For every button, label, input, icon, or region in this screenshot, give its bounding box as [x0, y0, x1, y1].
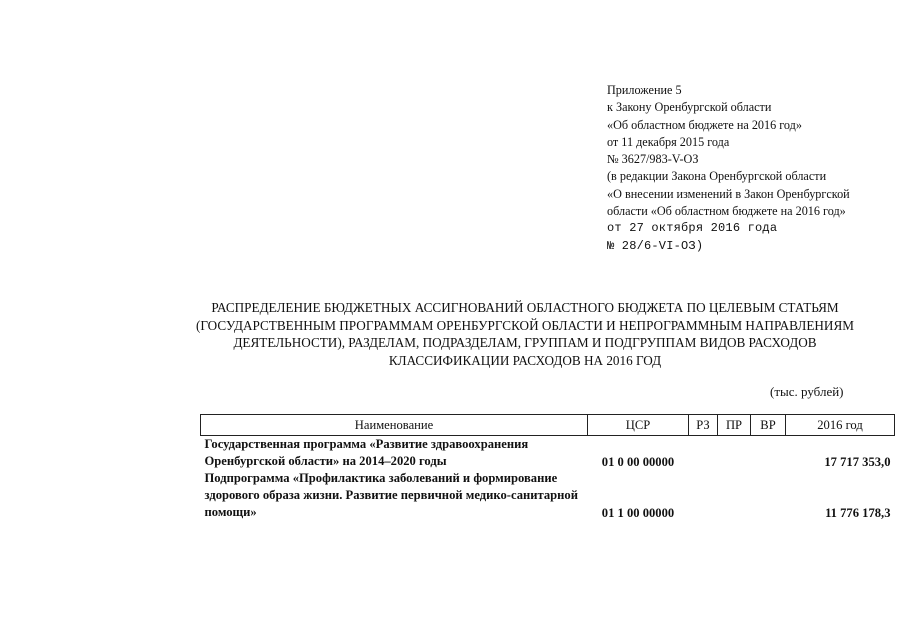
table-row	[201, 436, 895, 471]
header-rz: РЗ	[689, 415, 718, 436]
header-year: 2016 год	[786, 415, 895, 436]
title-line: (ГОСУДАРСТВЕННЫМ ПРОГРАММАМ ОРЕНБУРГСКОЙ ОБЛАСТИ И НЕПРОГРАММНЫМ НАПРАВЛЕНИЯМ	[196, 317, 854, 333]
header-name: Наименование	[201, 415, 588, 436]
row-csr: 01 1 00 00000	[601, 506, 675, 520]
appendix-line: «О внесении изменений в Закон Оренбургской	[607, 186, 850, 201]
row-name: Подпрограмма «Профилактика заболеваний и формирование здорового образа жизни. Развитие первичной медико-санитарной помощи»	[204, 471, 578, 519]
appendix-line: Приложение 5	[607, 83, 682, 97]
appendix-line: № 3627/983-V-ОЗ	[607, 152, 699, 167]
row-vr	[751, 470, 786, 521]
units-label: (тыс. рублей)	[770, 384, 844, 399]
row-csr: 01 0 00 00000	[601, 455, 675, 469]
title-line: ДЕЯТЕЛЬНОСТИ), РАЗДЕЛАМ, ПОДРАЗДЕЛАМ, ГРУППАМ И ПОДГРУППАМ ВИДОВ РАСХОДОВ	[233, 335, 817, 350]
header-pr: ПР	[718, 415, 751, 436]
appendix-header	[607, 82, 850, 255]
header-vr: ВР	[751, 415, 786, 436]
appendix-line: «Об областном бюджете на 2016 год»	[607, 117, 802, 132]
row-amount: 17 717 353,0	[824, 455, 891, 469]
amendment-number: № 28/6-VI-ОЗ)	[607, 238, 704, 253]
budget-table	[200, 414, 895, 521]
table-row	[201, 470, 895, 521]
appendix-line: к Закону Оренбургской области	[607, 100, 772, 115]
appendix-line: (в редакции Закона Оренбургской области	[607, 169, 827, 184]
row-rz	[689, 470, 718, 521]
title-line: РАСПРЕДЕЛЕНИЕ БЮДЖЕТНЫХ АССИГНОВАНИЙ ОБЛАСТНОГО БЮДЖЕТА ПО ЦЕЛЕВЫМ СТАТЬЯМ	[211, 300, 839, 315]
row-rz	[689, 436, 718, 471]
header-csr: ЦСР	[588, 415, 689, 436]
document-title	[190, 299, 860, 369]
row-amount: 11 776 178,3	[825, 506, 891, 520]
row-name: Государственная программа «Развитие здравоохранения Оренбургской области» на 2014–2020 годы	[204, 437, 529, 468]
row-pr	[718, 470, 751, 521]
table-header-row	[201, 415, 895, 436]
row-pr	[718, 436, 751, 471]
amendment-date: от 27 октября 2016 года	[607, 221, 778, 236]
title-line: КЛАССИФИКАЦИИ РАСХОДОВ НА 2016 ГОД	[388, 352, 662, 368]
row-vr	[751, 436, 786, 471]
appendix-line: области «Об областном бюджете на 2016 год»	[607, 204, 846, 219]
appendix-line: от 11 декабря 2015 года	[607, 134, 730, 149]
